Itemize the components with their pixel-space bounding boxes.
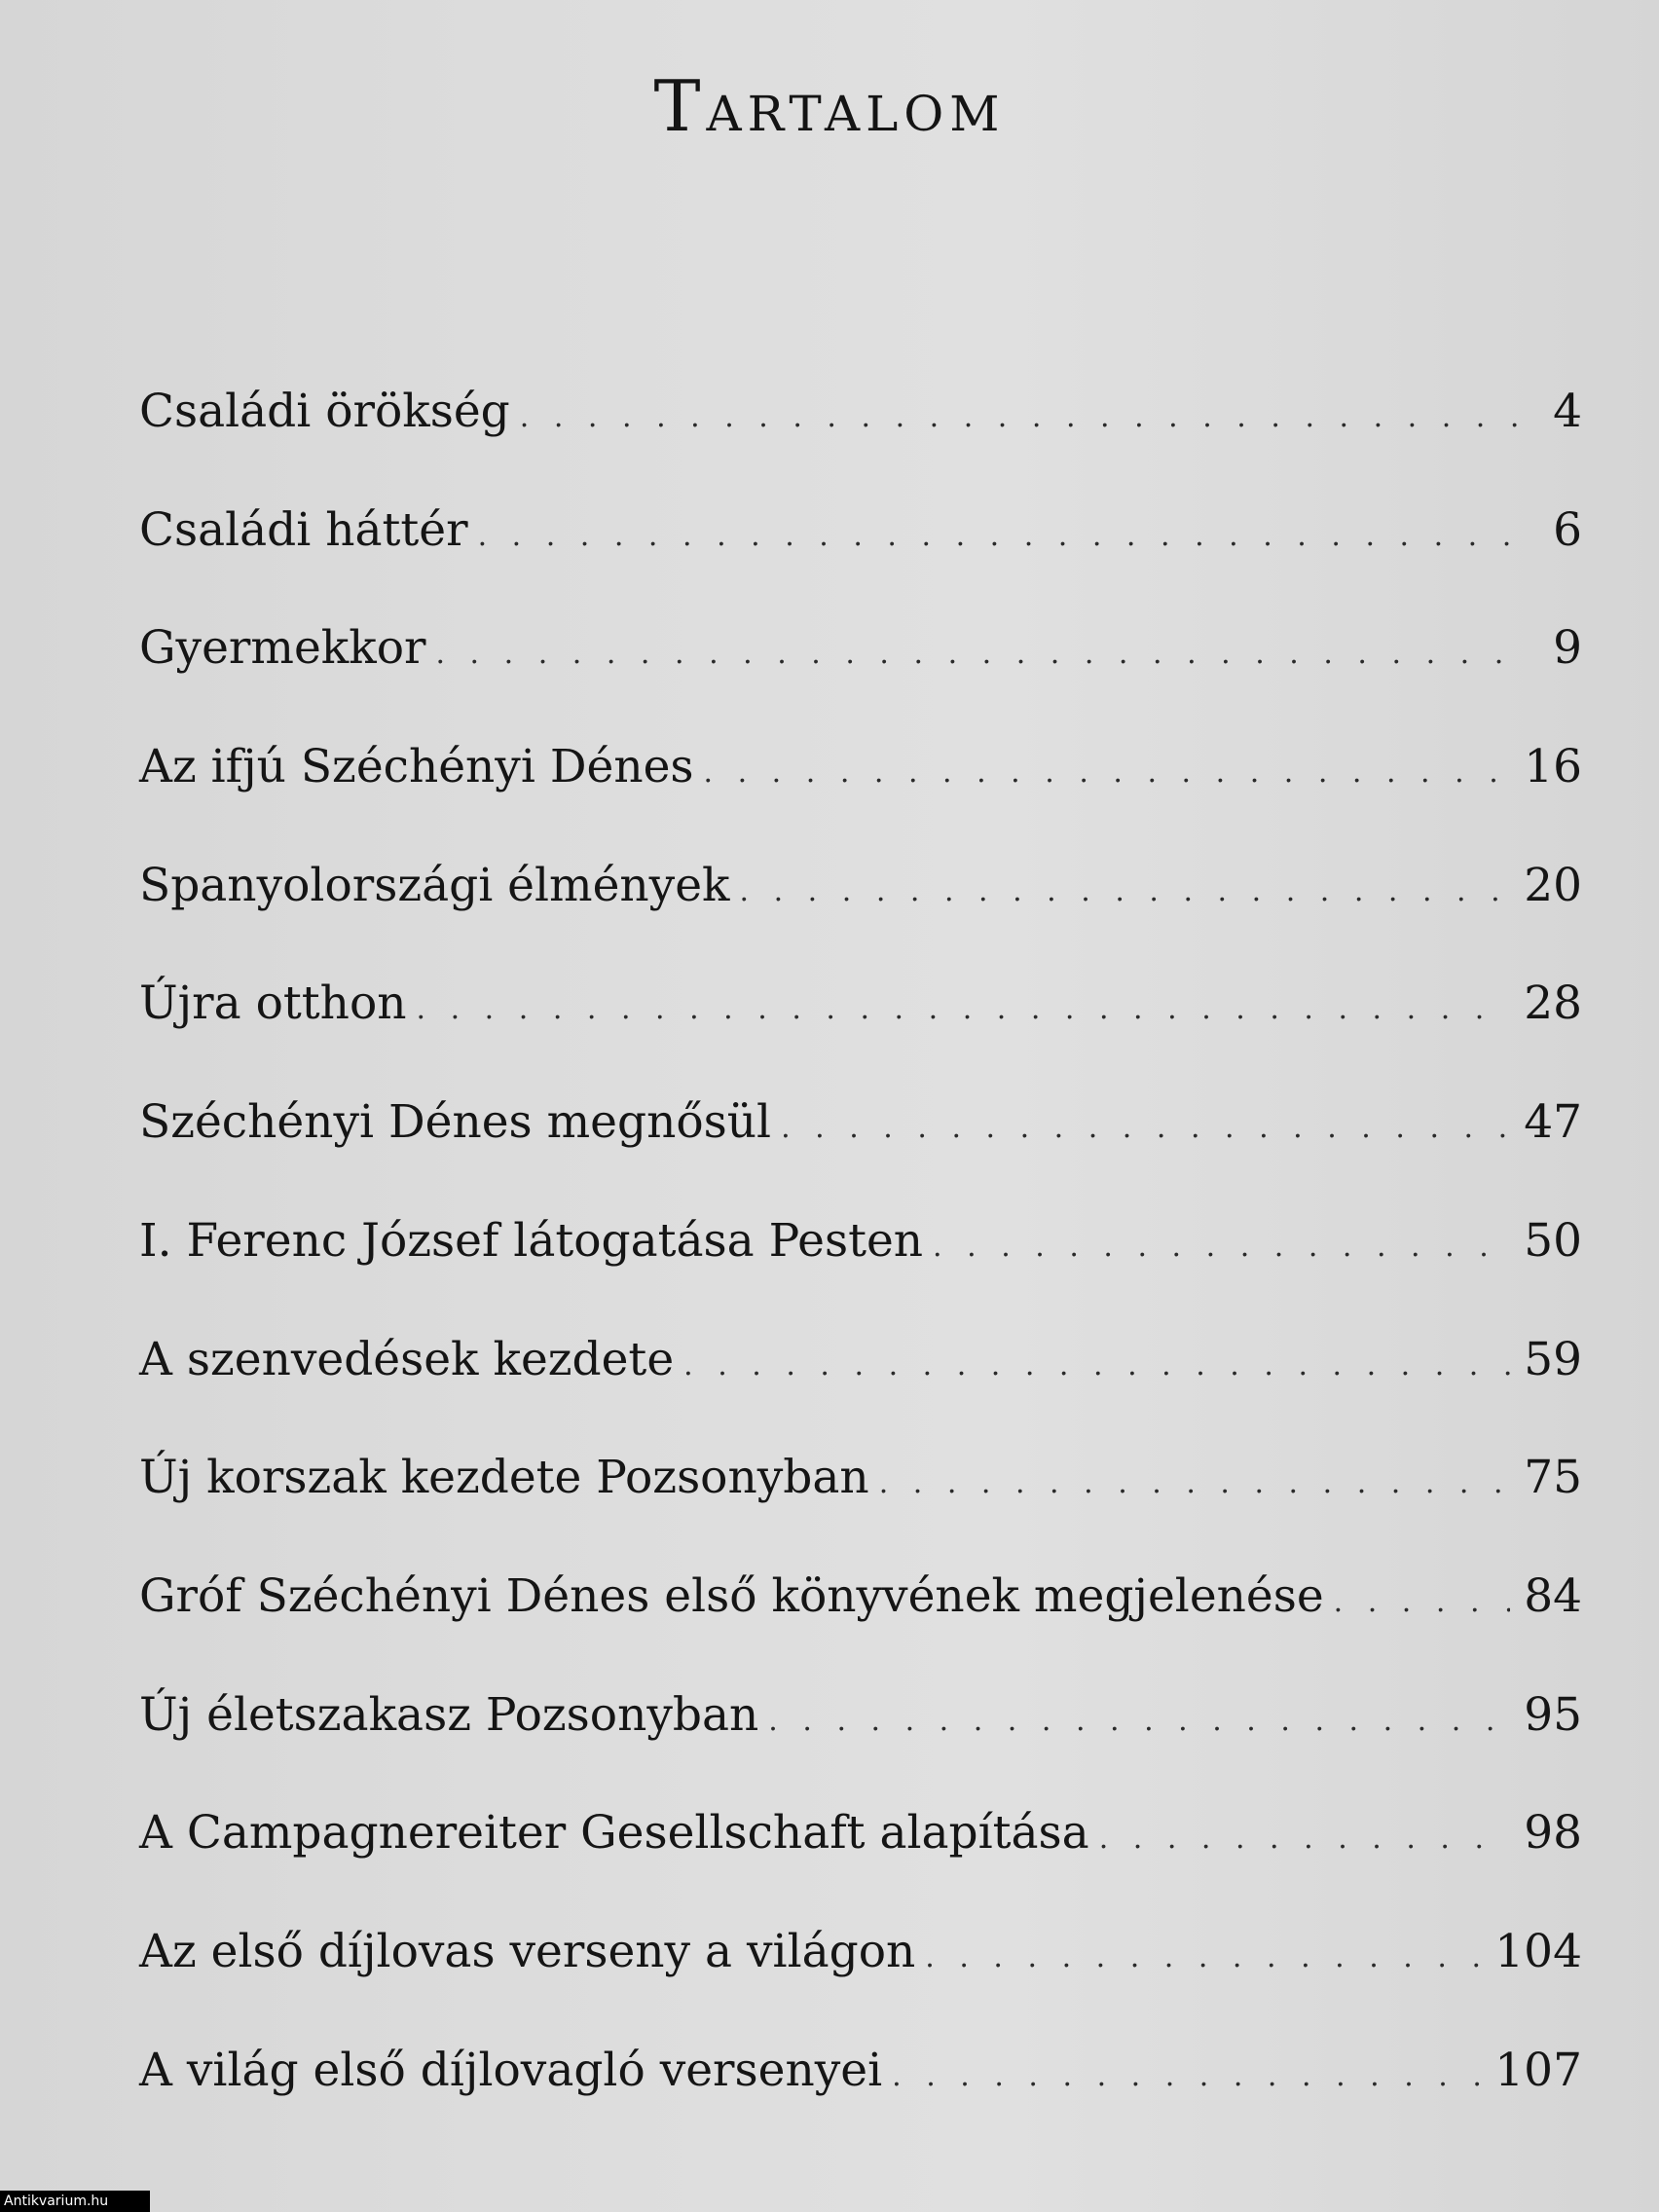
dot-leader xyxy=(1334,1585,1511,1619)
toc-entry xyxy=(139,977,1582,1095)
toc-entry-title: Új életszakasz Pozsonyban xyxy=(139,1687,759,1742)
dot-leader xyxy=(781,1111,1510,1145)
toc-entry xyxy=(139,385,1582,503)
dot-leader xyxy=(933,1230,1510,1264)
toc-entry-title: Gróf Széchényi Dénes első könyvének megjelenése xyxy=(139,1568,1324,1623)
toc-entry-title: Az első díjlovas verseny a világon xyxy=(139,1924,916,1978)
watermark: Antikvarium.hu xyxy=(0,2191,150,2212)
toc-entry-page: 104 xyxy=(1494,1924,1582,1978)
toc-entry-title: I. Ferenc József látogatása Pesten xyxy=(139,1213,924,1268)
dot-leader xyxy=(740,874,1511,908)
toc-entry-title: Spanyolországi élmények xyxy=(139,858,730,912)
toc-entry-page: 47 xyxy=(1524,1095,1582,1150)
dot-leader xyxy=(435,637,1530,671)
toc-entry-page: 6 xyxy=(1553,502,1582,557)
toc-entry-title: Családi háttér xyxy=(139,502,468,557)
toc-entry-page: 84 xyxy=(1524,1568,1582,1623)
toc-entry xyxy=(139,1095,1582,1214)
toc-entry xyxy=(139,1925,1582,2044)
toc-entry-page: 107 xyxy=(1494,2043,1582,2097)
toc-entry xyxy=(139,503,1582,622)
dot-leader xyxy=(1099,1822,1511,1856)
toc-entry-title: Családi örökség xyxy=(139,385,510,438)
toc-entry-title: Újra otthon xyxy=(139,977,407,1031)
toc-entry xyxy=(139,1333,1582,1452)
toc-entry-title: A Campagnereiter Gesellschaft alapítása xyxy=(139,1806,1089,1861)
toc-entry xyxy=(139,1214,1582,1333)
toc-entry xyxy=(139,1806,1582,1925)
toc-entry xyxy=(139,859,1582,977)
toc-entry-page: 28 xyxy=(1524,977,1582,1031)
toc-entry xyxy=(139,2044,1582,2162)
toc-entry xyxy=(139,1569,1582,1688)
toc-entry-title: A világ első díjlovagló versenyei xyxy=(139,2043,883,2097)
dot-leader xyxy=(520,400,1530,434)
dot-leader xyxy=(478,519,1530,553)
dot-leader xyxy=(892,2059,1481,2093)
toc-entry-page: 75 xyxy=(1524,1451,1582,1505)
page-title: Tartalom xyxy=(653,65,1006,147)
dot-leader xyxy=(925,1940,1481,1974)
toc-entry-title: Az ifjú Széchényi Dénes xyxy=(139,740,694,794)
toc-entry-page: 9 xyxy=(1553,621,1582,676)
dot-leader xyxy=(417,992,1511,1026)
dot-leader xyxy=(683,1348,1510,1382)
toc-entry-page: 16 xyxy=(1524,740,1582,794)
dot-leader xyxy=(704,756,1511,790)
toc-entry-title: Széchényi Dénes megnősül xyxy=(139,1095,772,1150)
dot-leader xyxy=(768,1704,1510,1738)
toc-entry-page: 20 xyxy=(1524,858,1582,912)
toc-entry-page: 4 xyxy=(1553,385,1582,438)
toc-entry-title: Új korszak kezdete Pozsonyban xyxy=(139,1451,869,1505)
toc-entry xyxy=(139,1451,1582,1569)
dot-leader xyxy=(879,1466,1511,1500)
toc-entry-page: 59 xyxy=(1524,1332,1582,1386)
toc-entry-title: A szenvedések kezdete xyxy=(139,1332,675,1386)
toc-entry-page: 50 xyxy=(1524,1213,1582,1268)
toc-entry-page: 95 xyxy=(1524,1687,1582,1742)
toc-entry xyxy=(139,621,1582,740)
toc-entry xyxy=(139,1688,1582,1807)
toc-entry-page: 98 xyxy=(1524,1806,1582,1861)
toc-entry-title: Gyermekkor xyxy=(139,621,426,676)
table-of-contents xyxy=(139,385,1582,2161)
toc-entry xyxy=(139,740,1582,859)
